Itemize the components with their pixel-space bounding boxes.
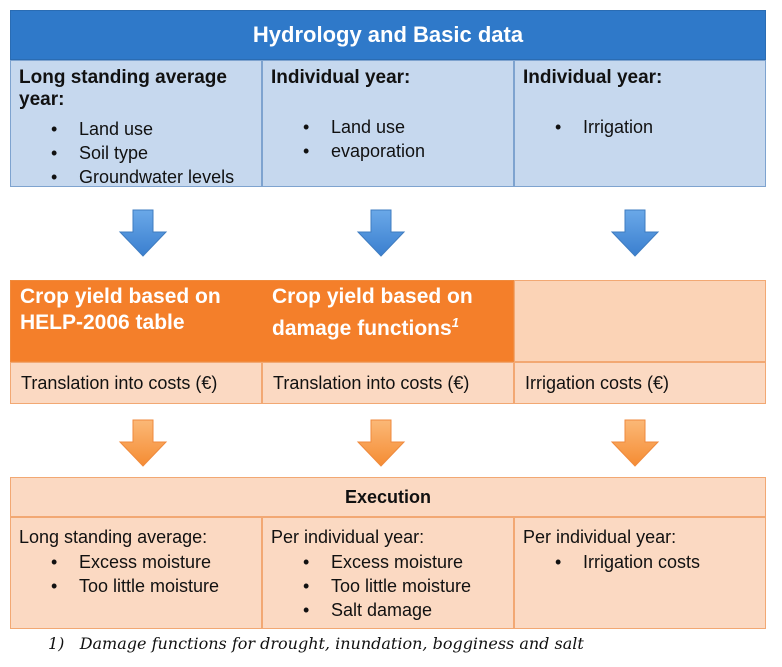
down-arrow-icon	[610, 208, 660, 258]
crop-yield-damage-functions-text: Crop yield based on damage functions	[272, 285, 473, 340]
execution-header	[10, 477, 766, 517]
down-arrow-icon	[356, 208, 406, 258]
crop-yield-help-table: Crop yield based on HELP-2006 table	[20, 285, 221, 334]
execution-cell-title: Per individual year:	[271, 527, 425, 547]
execution-title: Execution	[344, 486, 432, 507]
execution-cell-long-standing	[10, 517, 262, 629]
list-item: • Groundwater levels	[79, 165, 253, 189]
list-item: • Too little moisture	[79, 574, 253, 598]
cost-label: Irrigation costs (€)	[525, 372, 670, 393]
footnote	[48, 634, 584, 653]
crop-yield-damage-functions	[272, 284, 512, 342]
footnote-text: Damage functions for drought, inundation, bogginess and salt	[79, 634, 584, 653]
hydrology-cell-title: Individual year:	[271, 67, 411, 88]
list-item: • Salt damage	[331, 598, 505, 622]
hydrology-cell-long-standing	[10, 60, 262, 187]
hydrology-cell-title: Individual year:	[523, 67, 663, 88]
hydrology-cell-individual-year-irrigation	[514, 60, 766, 187]
crop-yield-empty-cell	[514, 280, 766, 362]
cost-label: Translation into costs (€)	[273, 372, 470, 393]
list-item: • Soil type	[79, 141, 253, 165]
list-item: • evaporation	[331, 139, 505, 163]
down-arrow-icon	[118, 418, 168, 468]
hydrology-header	[10, 10, 766, 60]
list-item: • Land use	[79, 117, 253, 141]
footnote-marker: 1	[451, 315, 459, 330]
list-item: • Land use	[331, 115, 505, 139]
list-item: • Too little moisture	[331, 574, 505, 598]
down-arrow-icon	[118, 208, 168, 258]
list-item: • Excess moisture	[79, 550, 253, 574]
hydrology-cell-individual-year	[262, 60, 514, 187]
footnote-number: 1)	[48, 634, 65, 653]
cost-label: Translation into costs (€)	[21, 372, 218, 393]
execution-cell-title: Long standing average:	[19, 527, 208, 547]
execution-cell-per-year	[262, 517, 514, 629]
down-arrow-icon	[356, 418, 406, 468]
cost-cell	[10, 362, 262, 404]
hydrology-cell-title: Long standing average year:	[19, 67, 227, 110]
cost-cell	[262, 362, 514, 404]
list-item: • Excess moisture	[331, 550, 505, 574]
execution-cell-title: Per individual year:	[523, 527, 677, 547]
hydrology-title: Hydrology and Basic data	[252, 22, 524, 47]
list-item: • Irrigation	[583, 115, 757, 139]
down-arrow-icon	[610, 418, 660, 468]
cost-cell	[514, 362, 766, 404]
execution-cell-per-year-irrigation	[514, 517, 766, 629]
list-item: • Irrigation costs	[583, 550, 757, 574]
